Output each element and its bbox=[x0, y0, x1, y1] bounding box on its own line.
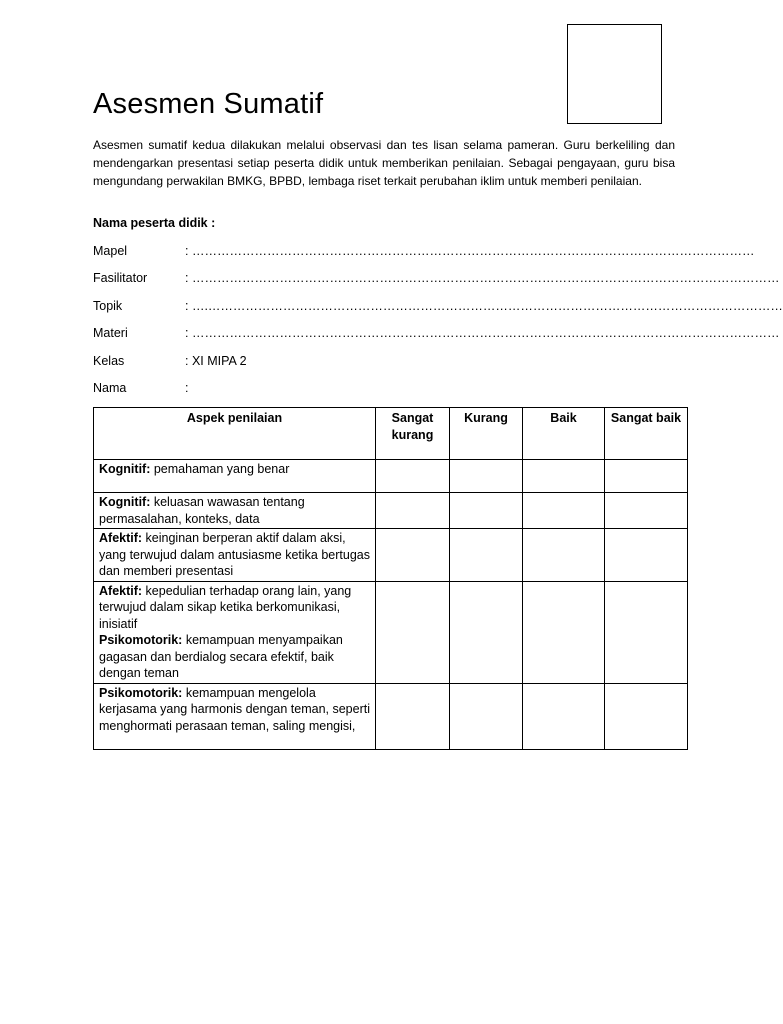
aspect-category: Psikomotorik: bbox=[99, 685, 183, 700]
field-label: Mapel bbox=[93, 244, 128, 258]
aspect-description: pemahaman yang benar bbox=[150, 462, 290, 476]
table-row bbox=[94, 683, 688, 749]
field-mapel bbox=[93, 244, 755, 262]
aspect-cell bbox=[94, 493, 376, 529]
photo-box bbox=[567, 24, 662, 124]
rating-cell[interactable] bbox=[376, 493, 450, 529]
header-aspek: Aspek penilaian bbox=[94, 408, 376, 460]
field-materi bbox=[93, 326, 780, 344]
field-label: Materi bbox=[93, 326, 128, 340]
aspect-category: Afektif: bbox=[99, 583, 143, 598]
table-row bbox=[94, 493, 688, 529]
rating-cell[interactable] bbox=[523, 460, 605, 493]
rating-cell[interactable] bbox=[450, 529, 523, 582]
rating-cell[interactable] bbox=[450, 460, 523, 493]
rating-cell[interactable] bbox=[523, 581, 605, 683]
field-value: : …………………………………………………………………………………………………………………………… bbox=[185, 271, 780, 285]
aspect-description: kemampuan mengelola kerjasama yang harmonis dengan teman, seperti menghormati perasaan teman, saling mengisi, bbox=[99, 685, 370, 733]
table-header-row bbox=[94, 408, 688, 460]
field-value: : ……………………………………………………………………………………………………………………… bbox=[185, 244, 755, 258]
rating-cell[interactable] bbox=[523, 493, 605, 529]
aspect-category: Afektif: bbox=[99, 531, 143, 545]
field-value: : ….………………………………………………………………………………………………………………………… bbox=[185, 299, 783, 313]
field-nama bbox=[93, 381, 673, 399]
aspect-category: Kognitif: bbox=[99, 495, 151, 509]
assessment-rubric-table bbox=[93, 407, 688, 750]
table-row bbox=[94, 581, 688, 683]
rating-cell[interactable] bbox=[376, 529, 450, 582]
aspect-cell bbox=[94, 683, 376, 749]
rating-cell[interactable] bbox=[450, 683, 523, 749]
field-label: Kelas bbox=[93, 354, 125, 368]
rating-cell[interactable] bbox=[605, 493, 688, 529]
field-label: Topik bbox=[93, 299, 123, 313]
page-title: Asesmen Sumatif bbox=[93, 88, 324, 120]
header-kurang: Kurang bbox=[450, 408, 523, 460]
field-value: : XI MIPA 2 bbox=[185, 354, 247, 368]
rating-cell[interactable] bbox=[450, 493, 523, 529]
header-sangat-baik: Sangat baik bbox=[605, 408, 688, 460]
table-row bbox=[94, 460, 688, 493]
field-fasilitator bbox=[93, 271, 780, 289]
field-label: Fasilitator bbox=[93, 271, 148, 285]
field-value: : bbox=[185, 381, 189, 395]
rating-cell[interactable] bbox=[605, 581, 688, 683]
field-value: : …………………………………………………………………………………………………………………………… bbox=[185, 326, 780, 340]
header-sangat-kurang: Sangat kurang bbox=[376, 408, 450, 460]
aspect-description: kepedulian terhadap orang lain, yang terwujud dalam sikap ketika berkomunikasi, inisiatif bbox=[99, 583, 352, 631]
table-row bbox=[94, 529, 688, 582]
header-baik: Baik bbox=[523, 408, 605, 460]
rating-cell[interactable] bbox=[523, 683, 605, 749]
aspect-category: Psikomotorik: bbox=[99, 633, 183, 647]
aspect-description: kemampuan menyampaikan gagasan dan berdialog secara efektif, baik dengan teman bbox=[99, 633, 343, 680]
rating-cell[interactable] bbox=[605, 683, 688, 749]
field-label: Nama bbox=[93, 381, 127, 395]
field-kelas bbox=[93, 354, 673, 372]
rating-cell[interactable] bbox=[376, 683, 450, 749]
rating-cell[interactable] bbox=[605, 529, 688, 582]
aspect-cell bbox=[94, 581, 376, 683]
aspect-category: Kognitif: bbox=[99, 462, 151, 476]
student-name-heading: Nama peserta didik : bbox=[93, 216, 216, 230]
rating-cell[interactable] bbox=[376, 460, 450, 493]
rating-cell[interactable] bbox=[450, 581, 523, 683]
intro-paragraph: Asesmen sumatif kedua dilakukan melalui observasi dan tes lisan selama pameran. Guru berkeliling dan mendengarkan presentasi setiap peserta didik untuk memberikan penilaian. Sebagai pengayaan, guru bisa mengundang perwakilan BMKG, BPBD, lembaga riset terkait perubahan iklim untuk memberi penilaian. bbox=[93, 138, 675, 188]
rating-cell[interactable] bbox=[376, 581, 450, 683]
rating-cell[interactable] bbox=[523, 529, 605, 582]
aspect-description: keluasan wawasan tentang permasalahan, konteks, data bbox=[99, 495, 305, 526]
aspect-description: keinginan berperan aktif dalam aksi, yang terwujud dalam antusiasme ketika bertugas dan memberi presentasi bbox=[99, 531, 370, 578]
field-topik bbox=[93, 299, 783, 317]
rating-cell[interactable] bbox=[605, 460, 688, 493]
aspect-cell bbox=[94, 460, 376, 493]
aspect-cell bbox=[94, 529, 376, 582]
